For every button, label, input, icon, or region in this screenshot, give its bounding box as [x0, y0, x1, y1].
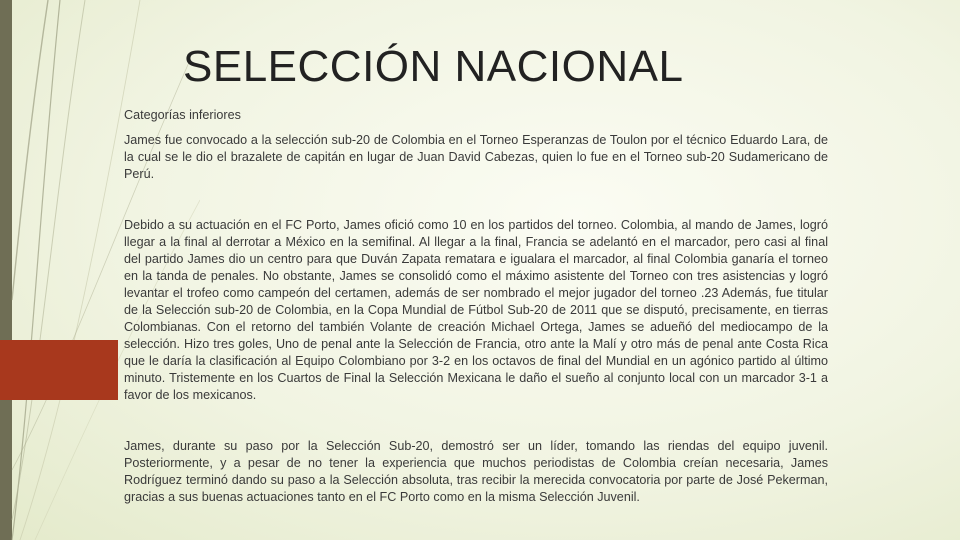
paragraph-3: James, durante su paso por la Selección Sub-20, demostró ser un líder, tomando las riendas del equipo juvenil. Posteriormente, y a pesar de no tener la experiencia que muchos periodistas de Colombia creían necesaria, James Rodríguez terminó dando su paso a la Selección absoluta, tras recibir la merecida convocatoria por parte de José Pekerman, gracias a sus buenas actuaciones tanto en el FC Porto como en la misma Selección Juvenil. — [124, 439, 828, 504]
paragraph-1: James fue convocado a la selección sub-20 de Colombia en el Torneo Esperanzas de Toulon por el técnico Eduardo Lara, de la cual se le dio el brazalete de capitán en lugar de Juan David Cabezas, quien lo fue en el Torneo sub-20 Sudamericano de Perú. — [124, 133, 828, 181]
accent-bar — [0, 340, 118, 400]
slide-subtitle: Categorías inferiores — [124, 108, 241, 122]
slide-content — [124, 107, 828, 506]
paragraph-2: Debido a su actuación en el FC Porto, James ofició como 10 en los partidos del torneo. Colombia, al mando de James, logró llegar a la final al derrotar a México en la semifinal. Al llegar a la final, Francia se adelantó en el marcador, pero casi al final del partido James dio un centro para que Duván Zapata rematara e igualara el marcador, al final Colombia ganaría el torneo en la tanda de penales. No obstante, James se consolidó como el máximo asistente del Torneo con tres asistencias y logró levantar el trofeo como campeón del certamen, además de ser nombrado el mejor jugador del torneo .23 Además, fue titular de la Selección sub-20 de Colombia, en la Copa Mundial de Fútbol Sub-20 de 2011 que se disputó, precisamente, en tierras Colombianas. Con el retorno del también Volante de creación Michael Ortega, James se adueñó del mediocampo de la selección. Hizo tres goles, Uno de penal ante la Selección de Francia, otro ante la Malí y otro más de penal ante Costa Rica que le daría la clasificación al Equipo Colombiano por 3-2 en los octavos de final del Mundial en un agónico partido al último minuto. Tristemente en los Cuartos de Final la Selección Mexicana le daño el sueño al conjunto local con un marcador 3-1 a favor de los mexicanos. — [124, 218, 828, 402]
slide-title: SELECCIÓN NACIONAL — [183, 42, 684, 91]
